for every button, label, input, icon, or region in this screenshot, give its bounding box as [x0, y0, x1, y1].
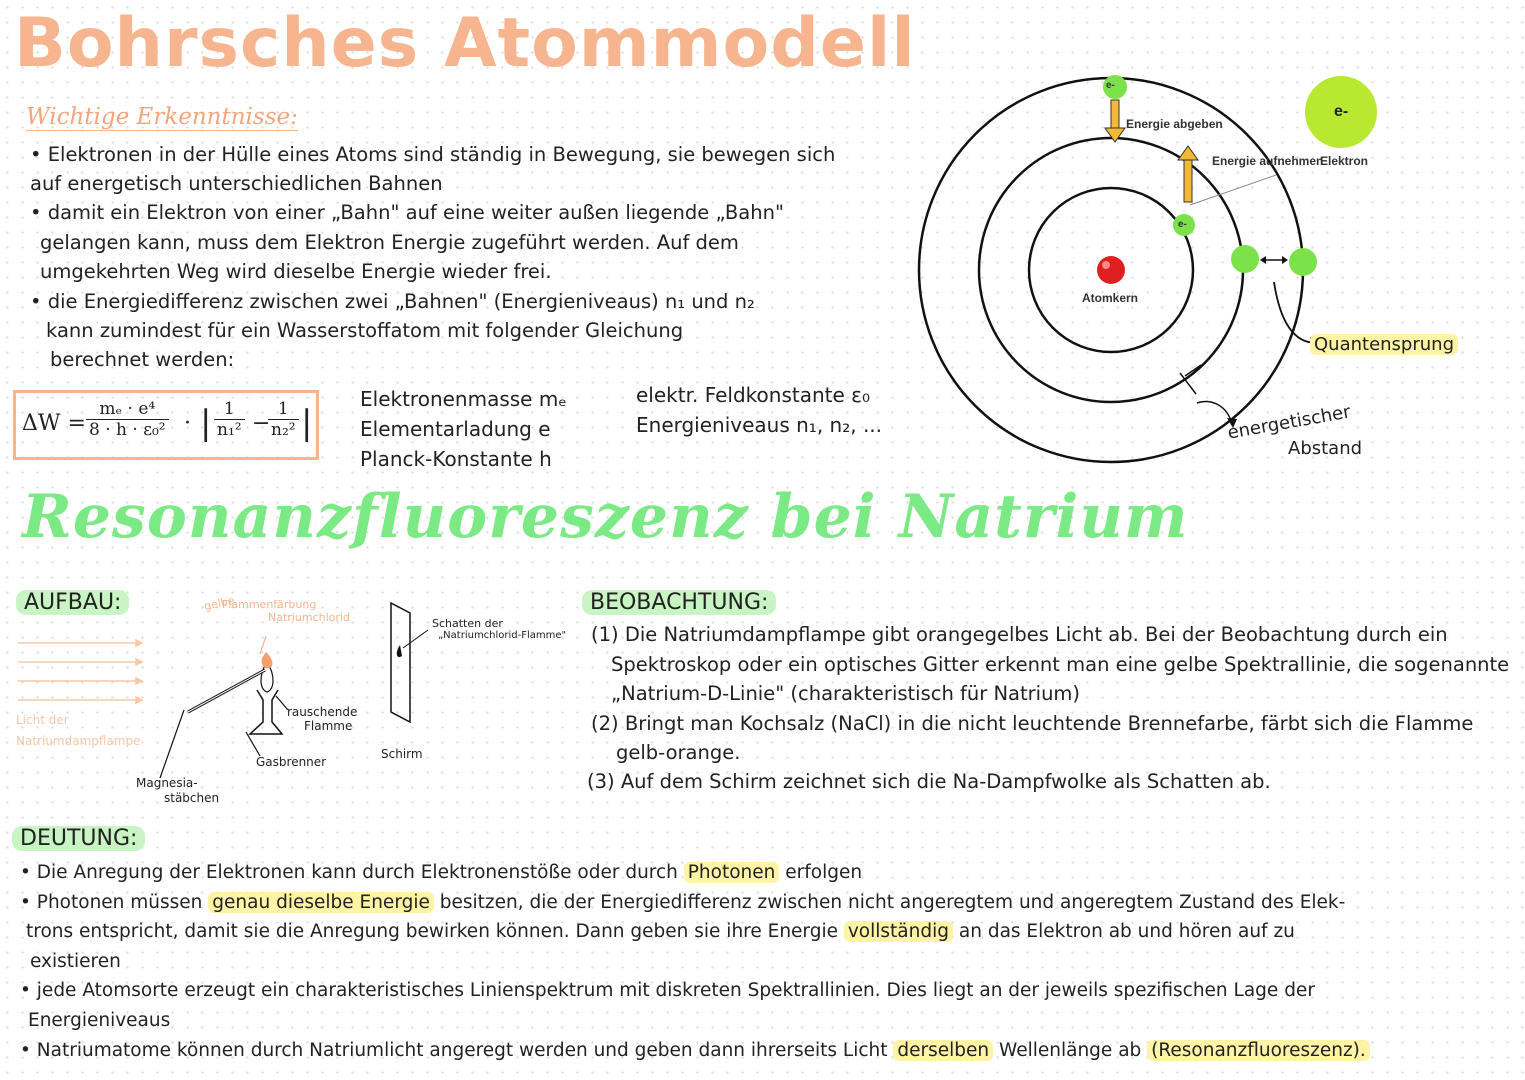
distance-pointer [1197, 401, 1232, 425]
flame-label-2: Flamme [304, 719, 353, 733]
observation-line-4: (2) Bringt man Kochsalz (NaCl) in die nicht leuchtende Brennefarbe, färbt sich die Flamme [591, 712, 1474, 735]
deutung-line-6: Energieniveaus [28, 1010, 171, 1031]
electron-outer-orbit [1289, 248, 1317, 276]
burner-label: Gasbrenner [256, 755, 327, 769]
flame-label-1: rauschende [287, 705, 358, 719]
energy-absorb-label: Energie aufnehmen [1212, 154, 1324, 168]
deutung-l7-highlight-2: (Resonanzfluoreszenz). [1147, 1040, 1370, 1061]
absorb-pointer [1190, 175, 1276, 205]
observation-line-5: gelb-orange. [616, 741, 741, 764]
bohr-line-1: • Elektronen in der Hülle eines Atoms sind ständig in Bewegung, sie bewegen sich [30, 143, 836, 166]
subtitle-insights: Wichtige Erkenntnisse: [26, 104, 298, 130]
shadow-pointer [403, 630, 428, 648]
bohr-line-5: umgekehrten Weg wird dieselbe Energie wieder frei. [40, 260, 552, 283]
formula-fraction-3 [268, 399, 299, 440]
beobachtung-highlight: BEOBACHTUNG: [582, 590, 776, 615]
formula-frac2-num: 1 [214, 399, 245, 420]
energy-absorb-arrow [1178, 146, 1198, 202]
bohr-line-2: auf energetisch unterschiedlichen Bahnen [30, 172, 443, 195]
deutung-line-5: • jede Atomsorte erzeugt ein charakteristisches Linienspektrum mit diskreten Spektrallinien. Dies liegt an der jeweils spezifischen Lage der [20, 980, 1315, 1001]
observation-line-1: (1) Die Natriumdampflampe gibt orangegelbes Licht ab. Bei der Beobachtung durch ein [591, 623, 1448, 646]
legend-electron-mass: Elektronenmasse mₑ [360, 387, 567, 411]
deutung-l1-b: erfolgen [779, 862, 863, 883]
energetic-distance-label-1: energetischer [1226, 401, 1353, 444]
electron-top-label: e- [1106, 80, 1115, 91]
bohr-line-6: • die Energiedifferenz zwischen zwei „Bahnen" (Energieniveaus) n₁ und n₂ [30, 290, 755, 313]
observation-line-6: (3) Auf dem Schirm zeichnet sich die Na-Dampfwolke als Schatten ab. [587, 770, 1271, 793]
formula-box [13, 390, 319, 460]
bohr-line-8: berechnet werden: [50, 348, 235, 371]
electron-legend-label: Elektron [1320, 154, 1369, 168]
aufbau-highlight: AUFBAU: [16, 590, 129, 615]
electron-middle-orbit [1231, 245, 1259, 273]
legend-elementary-charge: Elementarladung e [360, 417, 551, 441]
shadow-label-1: Schatten der [432, 617, 503, 630]
quantum-jump-label [1310, 334, 1458, 355]
deutung-line-7 [20, 1036, 1370, 1066]
deutung-l3-a: trons entspricht, damit sie die Anregung bewirken können. Dann geben sie ihre Energie [26, 921, 844, 942]
nucleus-label: Atomkern [1082, 291, 1139, 305]
lamp-label-2: Natriumdampflampe [16, 734, 141, 748]
deutung-l7-a: • Natriumatome können durch Natriumlicht angeregt werden und geben dann ihrerseits Licht [20, 1040, 894, 1061]
deutung-l1-a: • Die Anregung der Elektronen kann durch Elektronenstöße oder durch [20, 862, 684, 883]
quantum-jump-head-right [1282, 256, 1288, 264]
quantum-jump-head-left [1260, 256, 1266, 264]
deutung-l7-b: Wellenlänge ab [993, 1040, 1148, 1061]
energy-release-arrow [1105, 100, 1125, 142]
flame-color-label-2: Flammenfärbung [222, 598, 317, 611]
lamp-label-1: Licht der [16, 713, 69, 727]
observation-line-2: Spektroskop oder ein optisches Gitter erkennt man eine gelbe Spektrallinie, die sogenannte [611, 653, 1510, 676]
energetic-distance-label-2: Abstand [1288, 438, 1363, 459]
formula-fraction-2 [214, 399, 245, 440]
formula-legend-left [360, 384, 567, 474]
formula-frac1-num: mₑ · e⁴ [86, 399, 169, 420]
electron-inner-label: e- [1178, 219, 1187, 230]
observation-line-3: „Natrium-D-Linie" (charakteristisch für Natrium) [611, 682, 1081, 705]
page-title-bohr: Bohrsches Atommodell [14, 4, 916, 83]
formula-bar-right: | [301, 403, 313, 443]
deutung-l3-highlight: vollständig [844, 921, 953, 942]
legend-energy-levels: Energieniveaus n₁, n₂, ... [636, 413, 883, 437]
legend-planck: Planck-Konstante h [360, 447, 552, 471]
formula-frac2-den: n₁² [217, 420, 242, 440]
deutung-label [12, 826, 145, 851]
lamp-light-rays [18, 640, 142, 703]
energy-release-label: Energie abgeben [1126, 117, 1223, 131]
aufbau-diagram [10, 600, 440, 810]
deutung-l2-highlight: genau dieselbe Energie [208, 892, 434, 913]
formula-dot: · [184, 411, 191, 436]
burner-pointer [246, 732, 260, 756]
shadow-label-2: „Natriumchlorid-Flamme" [438, 630, 567, 641]
rod-label-1: Magnesia- [136, 776, 198, 790]
nucleus [1097, 256, 1125, 284]
quantum-jump-highlight: Quantensprung [1310, 334, 1458, 355]
formula-frac1-den: 8 · h · ε₀² [89, 420, 166, 440]
bohr-line-4: gelangen kann, muss dem Elektron Energie zugeführt werden. Auf dem [40, 231, 739, 254]
page-title-natrium: Resonanzfluoreszenz bei Natrium [22, 482, 1189, 552]
legend-field-constant: elektr. Feldkonstante ε₀ [636, 383, 870, 407]
deutung-l2-a: • Photonen müssen [20, 892, 209, 913]
bohr-line-3: • damit ein Elektron von einer „Bahn" auf eine weiter außen liegende „Bahn" [30, 201, 784, 224]
deutung-line-3 [26, 917, 1295, 947]
electron-symbol: e- [1334, 103, 1349, 120]
screen-label: Schirm [381, 747, 423, 761]
formula-bar-left: | [200, 403, 212, 443]
nucleus-highlight [1102, 261, 1110, 269]
rod-pointer [160, 710, 184, 778]
deutung-line-1 [20, 858, 862, 888]
chloride-pointer [260, 636, 266, 654]
formula-fraction-1 [86, 399, 169, 440]
formula-frac3-num: 1 [268, 399, 299, 420]
formula-frac3-den: n₂² [271, 420, 296, 440]
flame-color-label-1: gelbe [202, 593, 236, 614]
screen-shadow [397, 645, 402, 657]
formula-legend-right [636, 380, 882, 440]
rod-label-2: stäbchen [164, 791, 220, 805]
magnesia-rod-inner [188, 670, 265, 712]
deutung-l3-b: an das Elektron ab und hören auf zu [953, 921, 1295, 942]
deutung-line-2 [20, 888, 1345, 918]
chloride-label: Natriumchlorid [268, 611, 350, 624]
deutung-highlight: DEUTUNG: [12, 826, 145, 851]
bohr-line-7: kann zumindest für ein Wasserstoffatom mit folgender Gleichung [46, 319, 684, 342]
screen-shape [391, 603, 410, 722]
deutung-l7-highlight: derselben [893, 1040, 993, 1061]
deutung-l2-b: besitzen, die der Energiedifferenz zwischen nicht angeregtem und angeregtem Zustand des Elek- [433, 892, 1346, 913]
deutung-l1-highlight: Photonen [684, 862, 780, 883]
formula-minus: − [252, 411, 271, 436]
beobachtung-label [582, 590, 776, 615]
formula-lhs: ΔW = [22, 411, 86, 436]
deutung-line-4: existieren [30, 951, 121, 972]
